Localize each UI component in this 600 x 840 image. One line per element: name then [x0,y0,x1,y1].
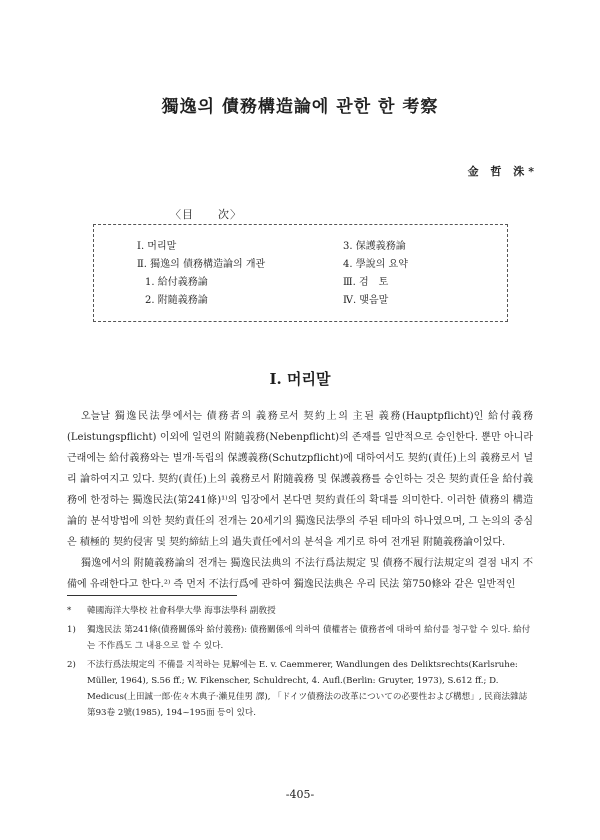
footnotes [67,603,533,724]
body-text [67,406,533,595]
toc-right-column [343,238,408,310]
footnote-divider [67,595,237,596]
toc-item: Ⅳ. 맺음말 [343,295,389,306]
toc-heading: 〈目 次〉 [166,206,246,222]
footnote-mark: 2) [67,660,76,670]
footnote-text: 韓國海洋大學校 社會科學大學 海事法學科 副敎授 [87,606,276,616]
footnote [67,603,533,619]
footnote-mark: 1) [67,625,76,635]
toc-left-column [137,238,265,310]
toc-item: 1. 給付義務論 [145,277,208,288]
toc-item: 2. 附隨義務論 [145,295,208,306]
footnote [67,622,533,654]
toc-item: 4. 學說의 요약 [343,259,408,270]
paragraph: 獨逸에서의 附隨義務論의 전개는 獨逸民法典의 不法行爲法規定 및 債務不履行法規定의 결점 내지 不備에 유래한다고 한다.²⁾ 즉 먼저 不法行爲에 관하여 獨逸民法典은 우리 民法 第750條와 같은 일반적인 [67,558,533,590]
author-name: 金 哲 洙* [467,165,538,178]
toc-item: Ⅱ. 獨逸의 債務構造論의 개관 [137,259,266,270]
paper-title: 獨逸의 債務構造論에 관한 한 考察 [161,97,439,117]
section-heading: Ⅰ. 머리말 [269,370,331,388]
footnote-mark: * [67,606,72,616]
footnote-text: 不法行爲法規定의 不備를 지적하는 見解에는 E. v. Caemmerer, Wandlungen des Deliktsrechts(Karlsruhe: Müller, 1964), S.56 ff.; W. Fikenscher, Schuldrecht, 4. Aufl.(Berlin: Gruyter, 1973), S.612 ff.; D. Medicus(上田誠一郎·佐々木典子·瀨見佳男 譯), 「ドイツ債務法の改革についての必要性および構想」, 民商法雜誌 第93卷 2號(1985), 194~195面 등이 있다. [87,660,528,718]
toc-item: Ⅲ. 검 토 [343,277,389,288]
footnote-text: 獨逸民法 第241條(債務關係와 給付義務): 債務關係에 의하여 債權者는 債務者에 대하여 給付를 청구할 수 있다. 給付는 不作爲도 그 내용으로 할 수 있다. [87,625,531,651]
toc-item: 3. 保護義務論 [343,241,406,252]
toc-item: Ⅰ. 머리말 [137,241,177,252]
page-number: -405- [285,788,315,801]
paragraph: 오늘날 獨逸民法學에서는 債務者의 義務로서 契約上의 主된 義務(Hauptpflicht)인 給付義務(Leistungspflicht) 이외에 일련의 附隨義務(Nebenpflicht)의 존재를 일반적으로 승인한다. 뿐만 아니라 근래에는 給付義務와는 별개·독립의 保護義務(Schutzpflicht)에 대하여서도 契約(責任)上의 義務로서 널리 論하여지고 있다. 契約(責任)上의 義務로서 附隨義務 및 保護義務를 승인하는 것은 契約責任을 給付義務에 한정하는 獨逸民法(第241條)¹⁾의 입장에서 본다면 契約責任의 확대를 의미한다. 이러한 債務의 構造論的 분석방법에 의한 契約責任의 전개는 20세기의 獨逸民法學의 주된 테마의 하나였으며, 그 논의의 중심은 積極的 契約侵害 및 契約締結上의 過失責任에서의 분석을 계기로 하여 전개된 附隨義務論이었다. [67,411,533,548]
footnote [67,657,533,721]
